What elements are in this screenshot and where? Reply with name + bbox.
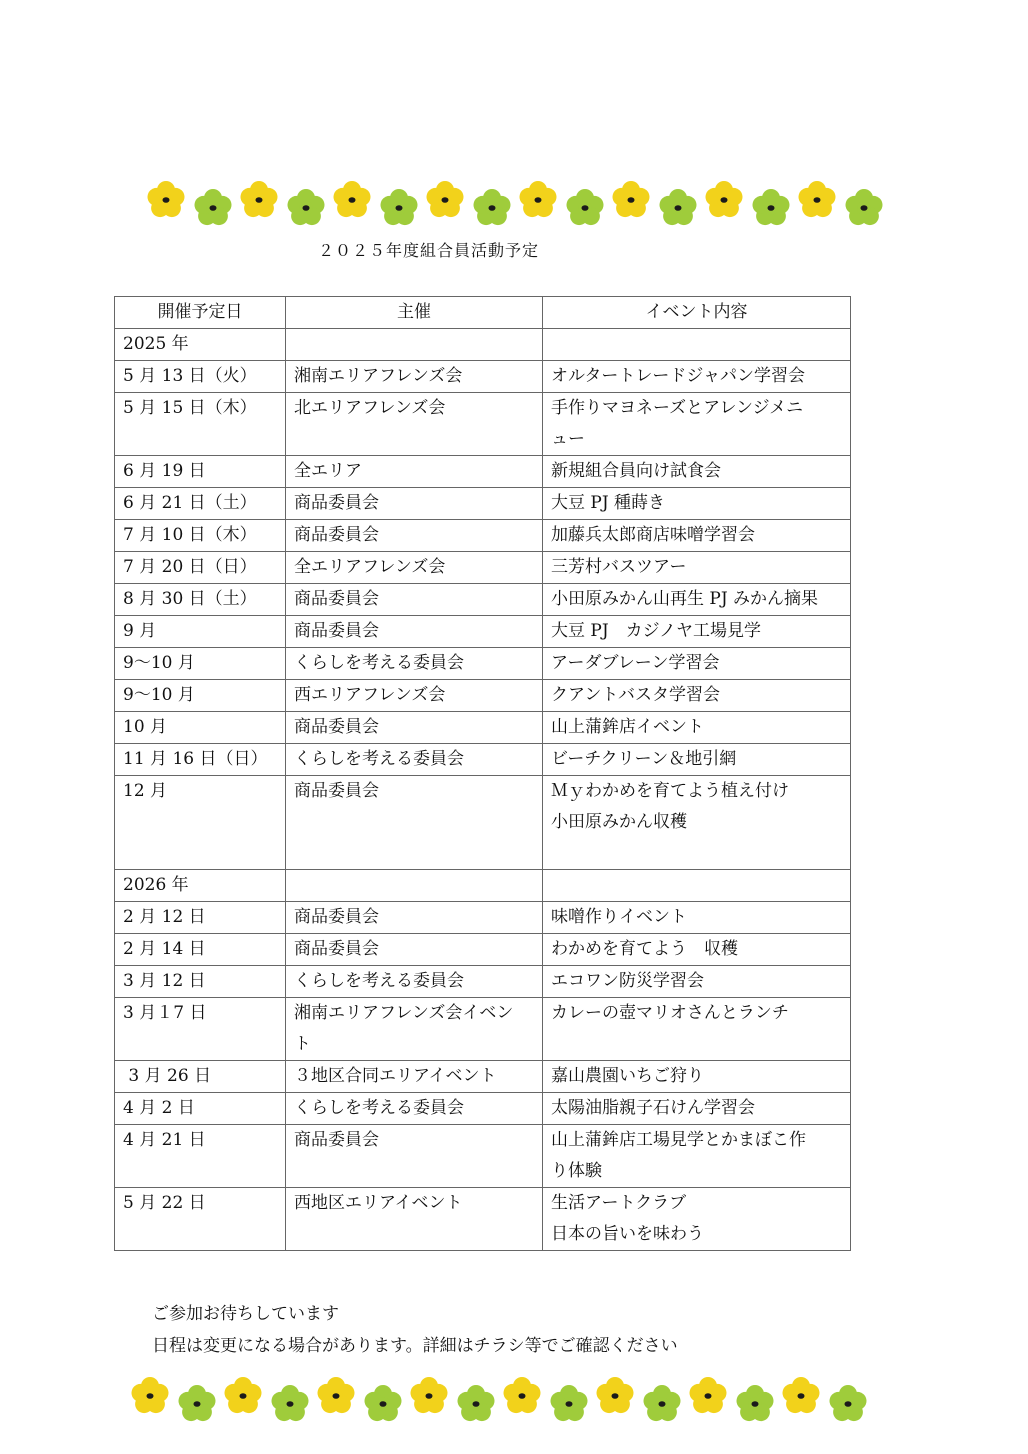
- event-cell: [543, 552, 851, 584]
- event-line: ュー: [551, 429, 585, 449]
- flower-icon: [456, 1384, 496, 1424]
- event-cell: [543, 680, 851, 712]
- event-cell: [543, 966, 851, 998]
- flower-icon: [611, 180, 651, 220]
- date-cell: 6 月 21 日（土）: [115, 488, 286, 520]
- date-cell: 9～10 月: [115, 680, 286, 712]
- date-cell: 6 月 19 日: [115, 456, 286, 488]
- event-line: ビーチクリーン＆地引網: [551, 749, 737, 769]
- event-cell: [543, 361, 851, 393]
- host-cell: 湘南エリアフレンズ会: [286, 361, 543, 393]
- event-line: [551, 329, 842, 360]
- flower-icon: [286, 188, 326, 228]
- table-row: [115, 870, 851, 902]
- flower-icon: [193, 188, 233, 228]
- event-line: り体験: [551, 1161, 602, 1181]
- flower-icon: [642, 1384, 682, 1424]
- event-cell: [543, 712, 851, 744]
- table-row: [115, 584, 851, 616]
- table-header-row: [115, 297, 851, 329]
- event-cell: [543, 648, 851, 680]
- date-cell: 2 月 14 日: [115, 934, 286, 966]
- flower-icon: [502, 1376, 542, 1416]
- flower-icon: [146, 180, 186, 220]
- host-cell: 商品委員会: [286, 712, 543, 744]
- date-cell: 11 月 16 日（日）: [115, 744, 286, 776]
- flower-border-top: [0, 180, 1028, 228]
- host-cell: 全エリアフレンズ会: [286, 552, 543, 584]
- flower-icon: [223, 1376, 263, 1416]
- event-line: 太陽油脂親子石けん学習会: [551, 1098, 755, 1118]
- note-line: 日程は変更になる場合があります。詳細はチラシ等でご確認ください: [152, 1336, 678, 1356]
- note-line: ご参加お待ちしています: [152, 1304, 339, 1324]
- host-cell: 商品委員会: [286, 616, 543, 648]
- date-cell: 12 月: [115, 776, 286, 870]
- host-cell: [286, 870, 543, 902]
- event-cell: [543, 520, 851, 552]
- host-cell: くらしを考える委員会: [286, 1093, 543, 1125]
- table-row: [115, 361, 851, 393]
- event-line: Ｍｙわかめを育てよう植え付け: [551, 781, 789, 801]
- flower-icon: [379, 188, 419, 228]
- event-line: 小田原みかん山再生 PJ みかん摘果: [551, 589, 819, 609]
- flower-icon: [130, 1376, 170, 1416]
- notes: [152, 1298, 678, 1362]
- host-cell: くらしを考える委員会: [286, 966, 543, 998]
- date-cell: 4 月 2 日: [115, 1093, 286, 1125]
- event-cell: [543, 393, 851, 456]
- event-cell: [543, 934, 851, 966]
- date-cell: 10 月: [115, 712, 286, 744]
- schedule-table: [114, 296, 851, 1251]
- table-row: [115, 616, 851, 648]
- table-row: [115, 934, 851, 966]
- flower-icon: [828, 1384, 868, 1424]
- host-cell: くらしを考える委員会: [286, 744, 543, 776]
- date-cell: 7 月 10 日（木）: [115, 520, 286, 552]
- event-cell: [543, 744, 851, 776]
- event-cell: [543, 1061, 851, 1093]
- table-row: [115, 552, 851, 584]
- flower-icon: [270, 1384, 310, 1424]
- event-cell: [543, 584, 851, 616]
- event-cell: [543, 488, 851, 520]
- event-line: 生活アートクラブ: [551, 1193, 687, 1213]
- event-line: [551, 870, 842, 901]
- event-line: 日本の旨いを味わう: [551, 1224, 704, 1244]
- event-line: カレーの壺マリオさんとランチ: [551, 1003, 789, 1023]
- event-line: 味噌作りイベント: [551, 907, 687, 927]
- date-cell: 2026 年: [115, 870, 286, 902]
- event-line: 加藤兵太郎商店味噌学習会: [551, 525, 755, 545]
- date-cell: 8 月 30 日（土）: [115, 584, 286, 616]
- table-row: [115, 902, 851, 934]
- host-cell: 全エリア: [286, 456, 543, 488]
- host-cell: 商品委員会: [286, 1125, 543, 1188]
- event-line: オルタートレードジャパン学習会: [551, 366, 805, 386]
- flower-icon: [425, 180, 465, 220]
- date-cell: 2025 年: [115, 329, 286, 361]
- event-line: 山上蒲鉾店イベント: [551, 717, 704, 737]
- host-cell: くらしを考える委員会: [286, 648, 543, 680]
- date-cell: 3 月 12 日: [115, 966, 286, 998]
- date-cell: 5 月 13 日（火）: [115, 361, 286, 393]
- table-row: [115, 744, 851, 776]
- event-line: 山上蒲鉾店工場見学とかまぼこ作: [551, 1130, 806, 1150]
- event-cell: [543, 456, 851, 488]
- event-line: 手作りマヨネーズとアレンジメニ: [551, 398, 804, 418]
- event-line: 新規組合員向け試食会: [551, 461, 721, 481]
- host-cell: 商品委員会: [286, 934, 543, 966]
- date-cell: 2 月 12 日: [115, 902, 286, 934]
- table-row: [115, 712, 851, 744]
- event-cell: [543, 870, 851, 902]
- flower-icon: [332, 180, 372, 220]
- event-line: 小田原みかん収穫: [551, 812, 687, 832]
- flower-icon: [565, 188, 605, 228]
- event-line: 三芳村バスツアー: [551, 557, 687, 577]
- table-row: [115, 776, 851, 870]
- host-cell: 西地区エリアイベント: [286, 1188, 543, 1251]
- table-row: [115, 1125, 851, 1188]
- event-line: エコワン防災学習会: [551, 971, 704, 991]
- flower-icon: [363, 1384, 403, 1424]
- table-row: [115, 1188, 851, 1251]
- date-cell: 5 月 15 日（木）: [115, 393, 286, 456]
- flower-icon: [518, 180, 558, 220]
- flower-icon: [549, 1384, 589, 1424]
- event-cell: [543, 1188, 851, 1251]
- flower-icon: [844, 188, 884, 228]
- date-cell: 7 月 20 日（日）: [115, 552, 286, 584]
- date-cell: 4 月 21 日: [115, 1125, 286, 1188]
- date-cell: 3 月１7 日: [115, 998, 286, 1061]
- date-cell: 5 月 22 日: [115, 1188, 286, 1251]
- host-cell: 商品委員会: [286, 776, 543, 870]
- event-cell: [543, 616, 851, 648]
- host-cell: 湘南エリアフレンズ会イベン ト: [286, 998, 543, 1061]
- date-cell: 9～10 月: [115, 648, 286, 680]
- event-cell: [543, 1093, 851, 1125]
- host-cell: [286, 329, 543, 361]
- header-host: 主催: [286, 297, 543, 329]
- host-cell: 西エリアフレンズ会: [286, 680, 543, 712]
- flower-icon: [797, 180, 837, 220]
- host-cell: 商品委員会: [286, 902, 543, 934]
- page-title: ２０２５年度組合員活動予定: [318, 241, 540, 260]
- table-row: [115, 1061, 851, 1093]
- event-line: わかめを育てよう 収穫: [551, 939, 738, 959]
- table-row: [115, 648, 851, 680]
- flower-icon: [177, 1384, 217, 1424]
- table-row: [115, 329, 851, 361]
- table-row: [115, 393, 851, 456]
- table-row: [115, 680, 851, 712]
- host-cell: 北エリアフレンズ会: [286, 393, 543, 456]
- date-cell: 9 月: [115, 616, 286, 648]
- header-event: イベント内容: [543, 297, 851, 329]
- date-cell: 3 月 26 日: [115, 1061, 286, 1093]
- event-line: クアントバスタ学習会: [551, 685, 720, 705]
- header-date: 開催予定日: [115, 297, 286, 329]
- flower-icon: [781, 1376, 821, 1416]
- flower-icon: [595, 1376, 635, 1416]
- event-line: 大豆 PJ 種蒔き: [551, 493, 666, 513]
- host-cell: 商品委員会: [286, 488, 543, 520]
- event-cell: [543, 1125, 851, 1188]
- event-cell: [543, 776, 851, 870]
- host-cell: 商品委員会: [286, 520, 543, 552]
- flower-icon: [735, 1384, 775, 1424]
- event-line: アーダブレーン学習会: [551, 653, 720, 673]
- host-cell: ３地区合同エリアイベント: [286, 1061, 543, 1093]
- flower-icon: [751, 188, 791, 228]
- flower-icon: [704, 180, 744, 220]
- table-row: [115, 456, 851, 488]
- host-cell: 商品委員会: [286, 584, 543, 616]
- table-row: [115, 966, 851, 998]
- event-line: 大豆 PJ カジノヤ工場見学: [551, 621, 761, 641]
- table-row: [115, 520, 851, 552]
- flower-icon: [688, 1376, 728, 1416]
- table-row: [115, 488, 851, 520]
- flower-border-bottom: [0, 1376, 1028, 1424]
- table-row: [115, 998, 851, 1061]
- flower-icon: [239, 180, 279, 220]
- event-line: [551, 838, 842, 869]
- event-cell: [543, 329, 851, 361]
- flower-icon: [316, 1376, 356, 1416]
- event-cell: [543, 902, 851, 934]
- flower-icon: [472, 188, 512, 228]
- flower-icon: [658, 188, 698, 228]
- table-row: [115, 1093, 851, 1125]
- event-line: 嘉山農園いちご狩り: [551, 1066, 704, 1086]
- event-cell: [543, 998, 851, 1061]
- flower-icon: [409, 1376, 449, 1416]
